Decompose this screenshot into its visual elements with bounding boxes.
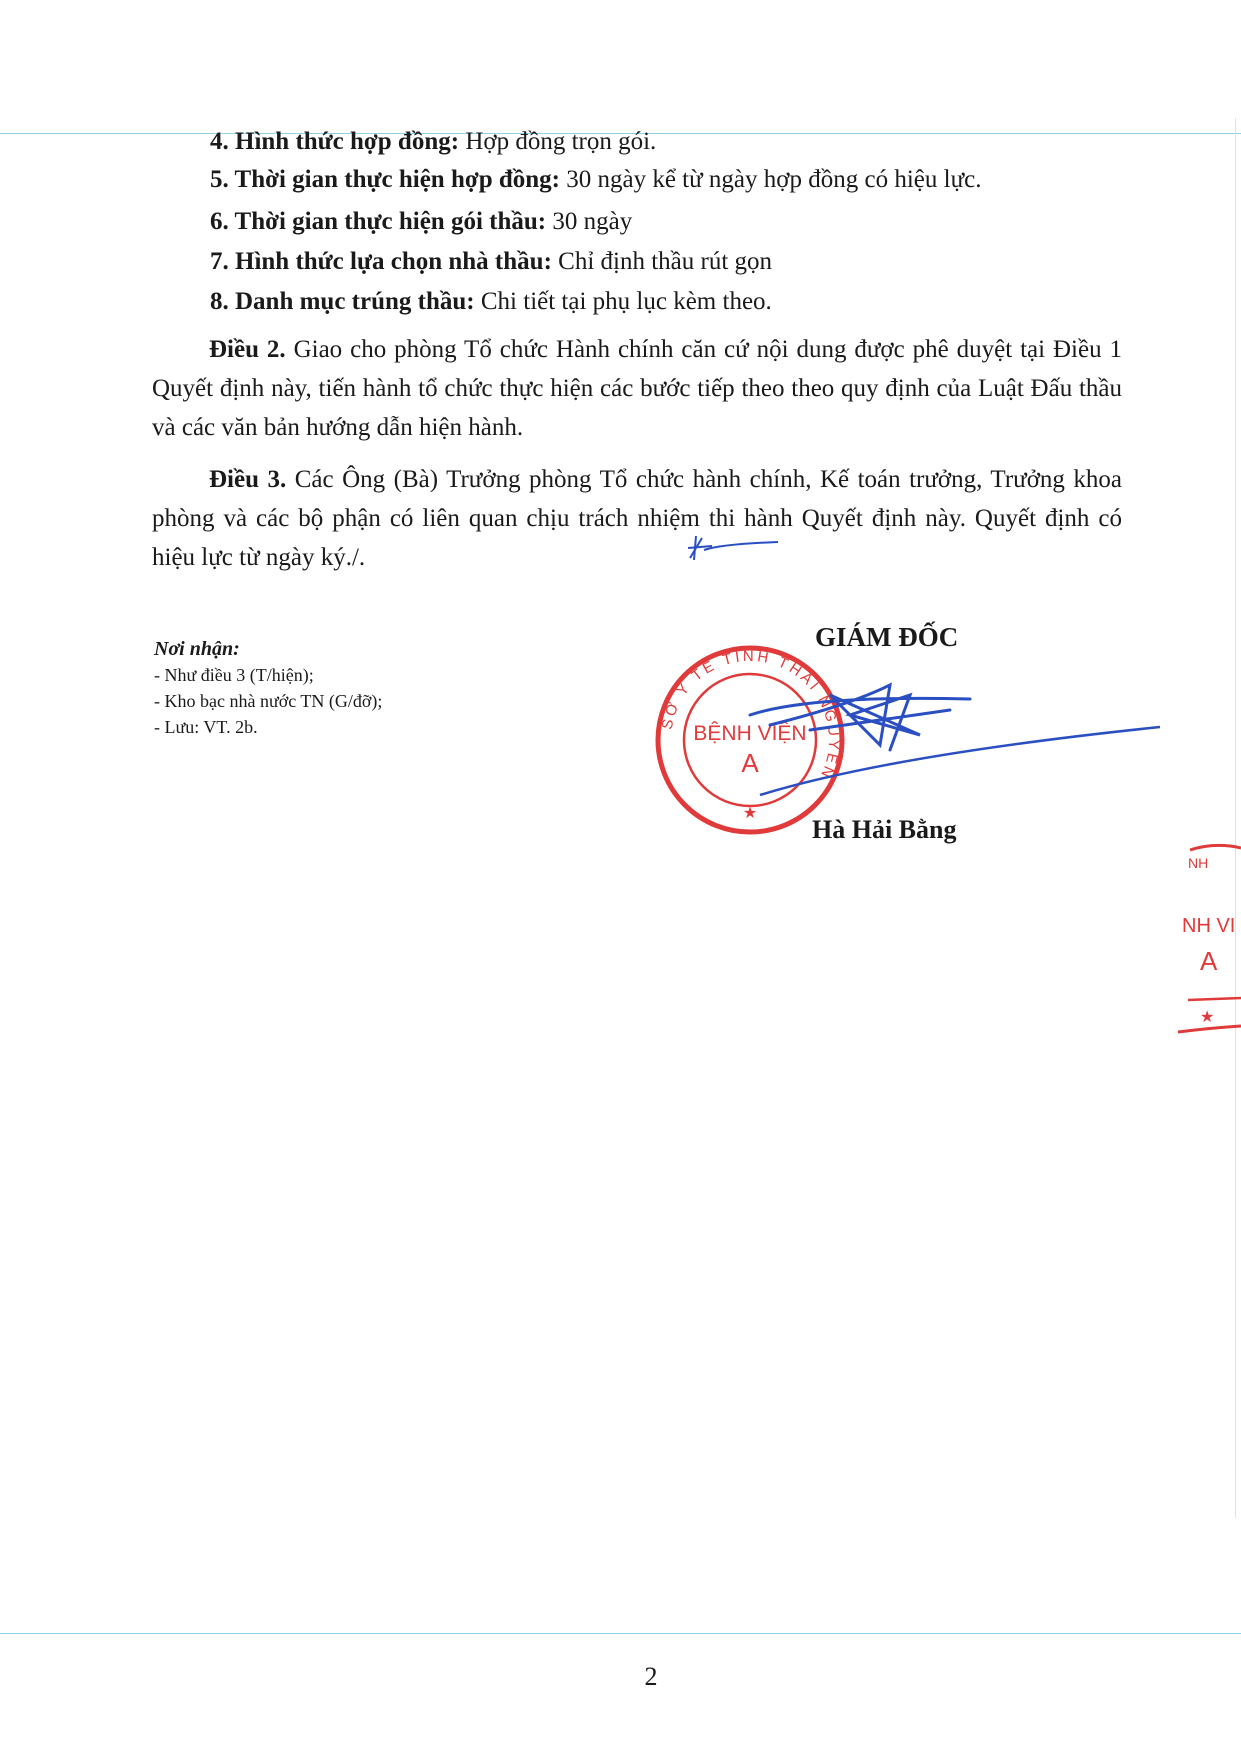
item-selection-method xyxy=(210,248,772,276)
item-label: 5. Thời gian thực hiện hợp đồng: xyxy=(210,166,560,193)
seal-center-text: BỆNH VIỆN xyxy=(693,722,807,745)
recipient-line: - Kho bạc nhà nước TN (G/đỡ); xyxy=(154,691,383,711)
article-3 xyxy=(152,460,1122,577)
article-label: Điều 3. xyxy=(209,466,287,493)
svg-text:NH: NH xyxy=(1188,855,1209,871)
recipients-block xyxy=(154,636,382,740)
item-package-duration xyxy=(210,208,632,236)
right-margin-line xyxy=(1235,118,1236,1518)
recipient-line: - Lưu: VT. 2b. xyxy=(154,717,258,737)
svg-text:SỞ Y TẾ TỈNH THÁI NGUYÊN: SỞ Y TẾ TỈNH THÁI NGUYÊN xyxy=(658,647,843,783)
item-label: 6. Thời gian thực hiện gói thầu: xyxy=(210,208,547,235)
article-text: Giao cho phòng Tổ chức Hành chính căn cứ nội dung được phê duyệt tại Điều 1 Quyết định này, tiến hành tổ chức thực hiện các bước tiếp theo theo quy định của Luật Đấu thầu và các văn bản hướng dẫn hiện hành. xyxy=(152,336,1123,441)
edge-seal-fragment-icon xyxy=(1170,830,1241,1050)
signer-name: Hà Hải Bằng xyxy=(812,815,957,844)
initial-mark-icon xyxy=(682,530,782,570)
seal-center-letter: A xyxy=(741,748,759,778)
svg-text:★: ★ xyxy=(742,805,758,822)
page-number: 2 xyxy=(644,1662,658,1691)
article-2 xyxy=(152,330,1122,447)
svg-text:★: ★ xyxy=(1200,1009,1215,1026)
item-label: 4. Hình thức hợp đồng: xyxy=(210,128,460,155)
signature-icon xyxy=(690,655,1170,815)
item-winning-list xyxy=(210,288,772,316)
item-value: 30 ngày kể từ ngày hợp đồng có hiệu lực. xyxy=(559,166,982,193)
item-value: Hợp đồng trọn gói. xyxy=(459,128,657,155)
article-text: Các Ông (Bà) Trưởng phòng Tổ chức hành chính, Kế toán trưởng, Trưởng khoa phòng và các bộ phận có liên quan chịu trách nhiệm thi hành Quyết định này. Quyết định có hiệu lực từ ngày ký./. xyxy=(152,466,1123,571)
item-value: Chi tiết tại phụ lục kèm theo. xyxy=(474,288,772,315)
recipient-line: - Như điều 3 (T/hiện); xyxy=(154,665,314,685)
item-contract-duration xyxy=(210,166,981,194)
svg-text:A: A xyxy=(1200,946,1218,976)
svg-text:NH VI: NH VI xyxy=(1182,915,1236,937)
signer-role: GIÁM ĐỐC xyxy=(815,622,959,652)
item-value: 30 ngày xyxy=(546,208,633,235)
item-label: 8. Danh mục trúng thầu: xyxy=(210,288,475,315)
bottom-rule xyxy=(0,1633,1241,1634)
recipients-heading: Nơi nhận: xyxy=(154,638,240,660)
item-label: 7. Hình thức lựa chọn nhà thầu: xyxy=(210,248,552,275)
item-contract-form xyxy=(210,128,656,156)
item-value: Chỉ định thầu rút gọn xyxy=(551,248,773,275)
article-label: Điều 2. xyxy=(209,336,286,363)
